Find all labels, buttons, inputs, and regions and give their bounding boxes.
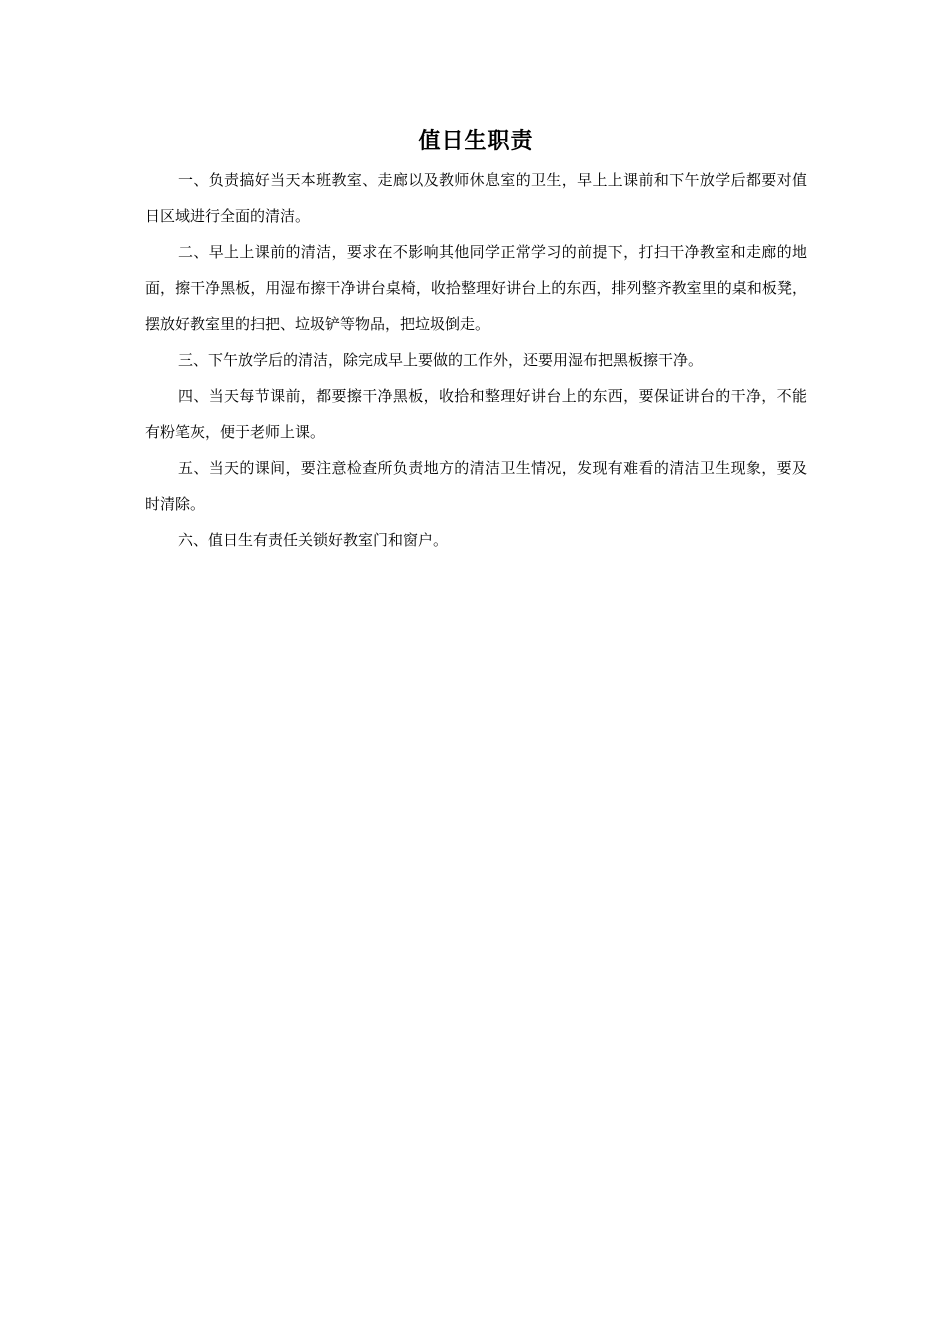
document-content bbox=[145, 126, 807, 558]
paragraph-5: 五、当天的课间，要注意检查所负责地方的清洁卫生情况，发现有难看的清洁卫生现象，要及时清除。 bbox=[145, 459, 807, 513]
paragraph-1: 一、负责搞好当天本班教室、走廊以及教师休息室的卫生，早上上课前和下午放学后都要对值日区域进行全面的清洁。 bbox=[145, 171, 807, 225]
paragraph-4: 四、当天每节课前，都要擦干净黑板，收拾和整理好讲台上的东西，要保证讲台的干净，不能有粉笔灰，便于老师上课。 bbox=[145, 387, 807, 441]
document-title: 值日生职责 bbox=[418, 129, 534, 154]
document-body bbox=[145, 162, 807, 558]
paragraph-2: 二、早上上课前的清洁，要求在不影响其他同学正常学习的前提下，打扫干净教室和走廊的地面，擦干净黑板，用湿布擦干净讲台桌椅，收拾整理好讲台上的东西，排列整齐教室里的桌和板凳，摆放好教室里的扫把、垃圾铲等物品，把垃圾倒走。 bbox=[145, 243, 807, 333]
paragraph-6: 六、值日生有责任关锁好教室门和窗户。 bbox=[178, 531, 449, 549]
paragraph-3: 三、下午放学后的清洁，除完成早上要做的工作外，还要用湿布把黑板擦干净。 bbox=[178, 351, 704, 369]
